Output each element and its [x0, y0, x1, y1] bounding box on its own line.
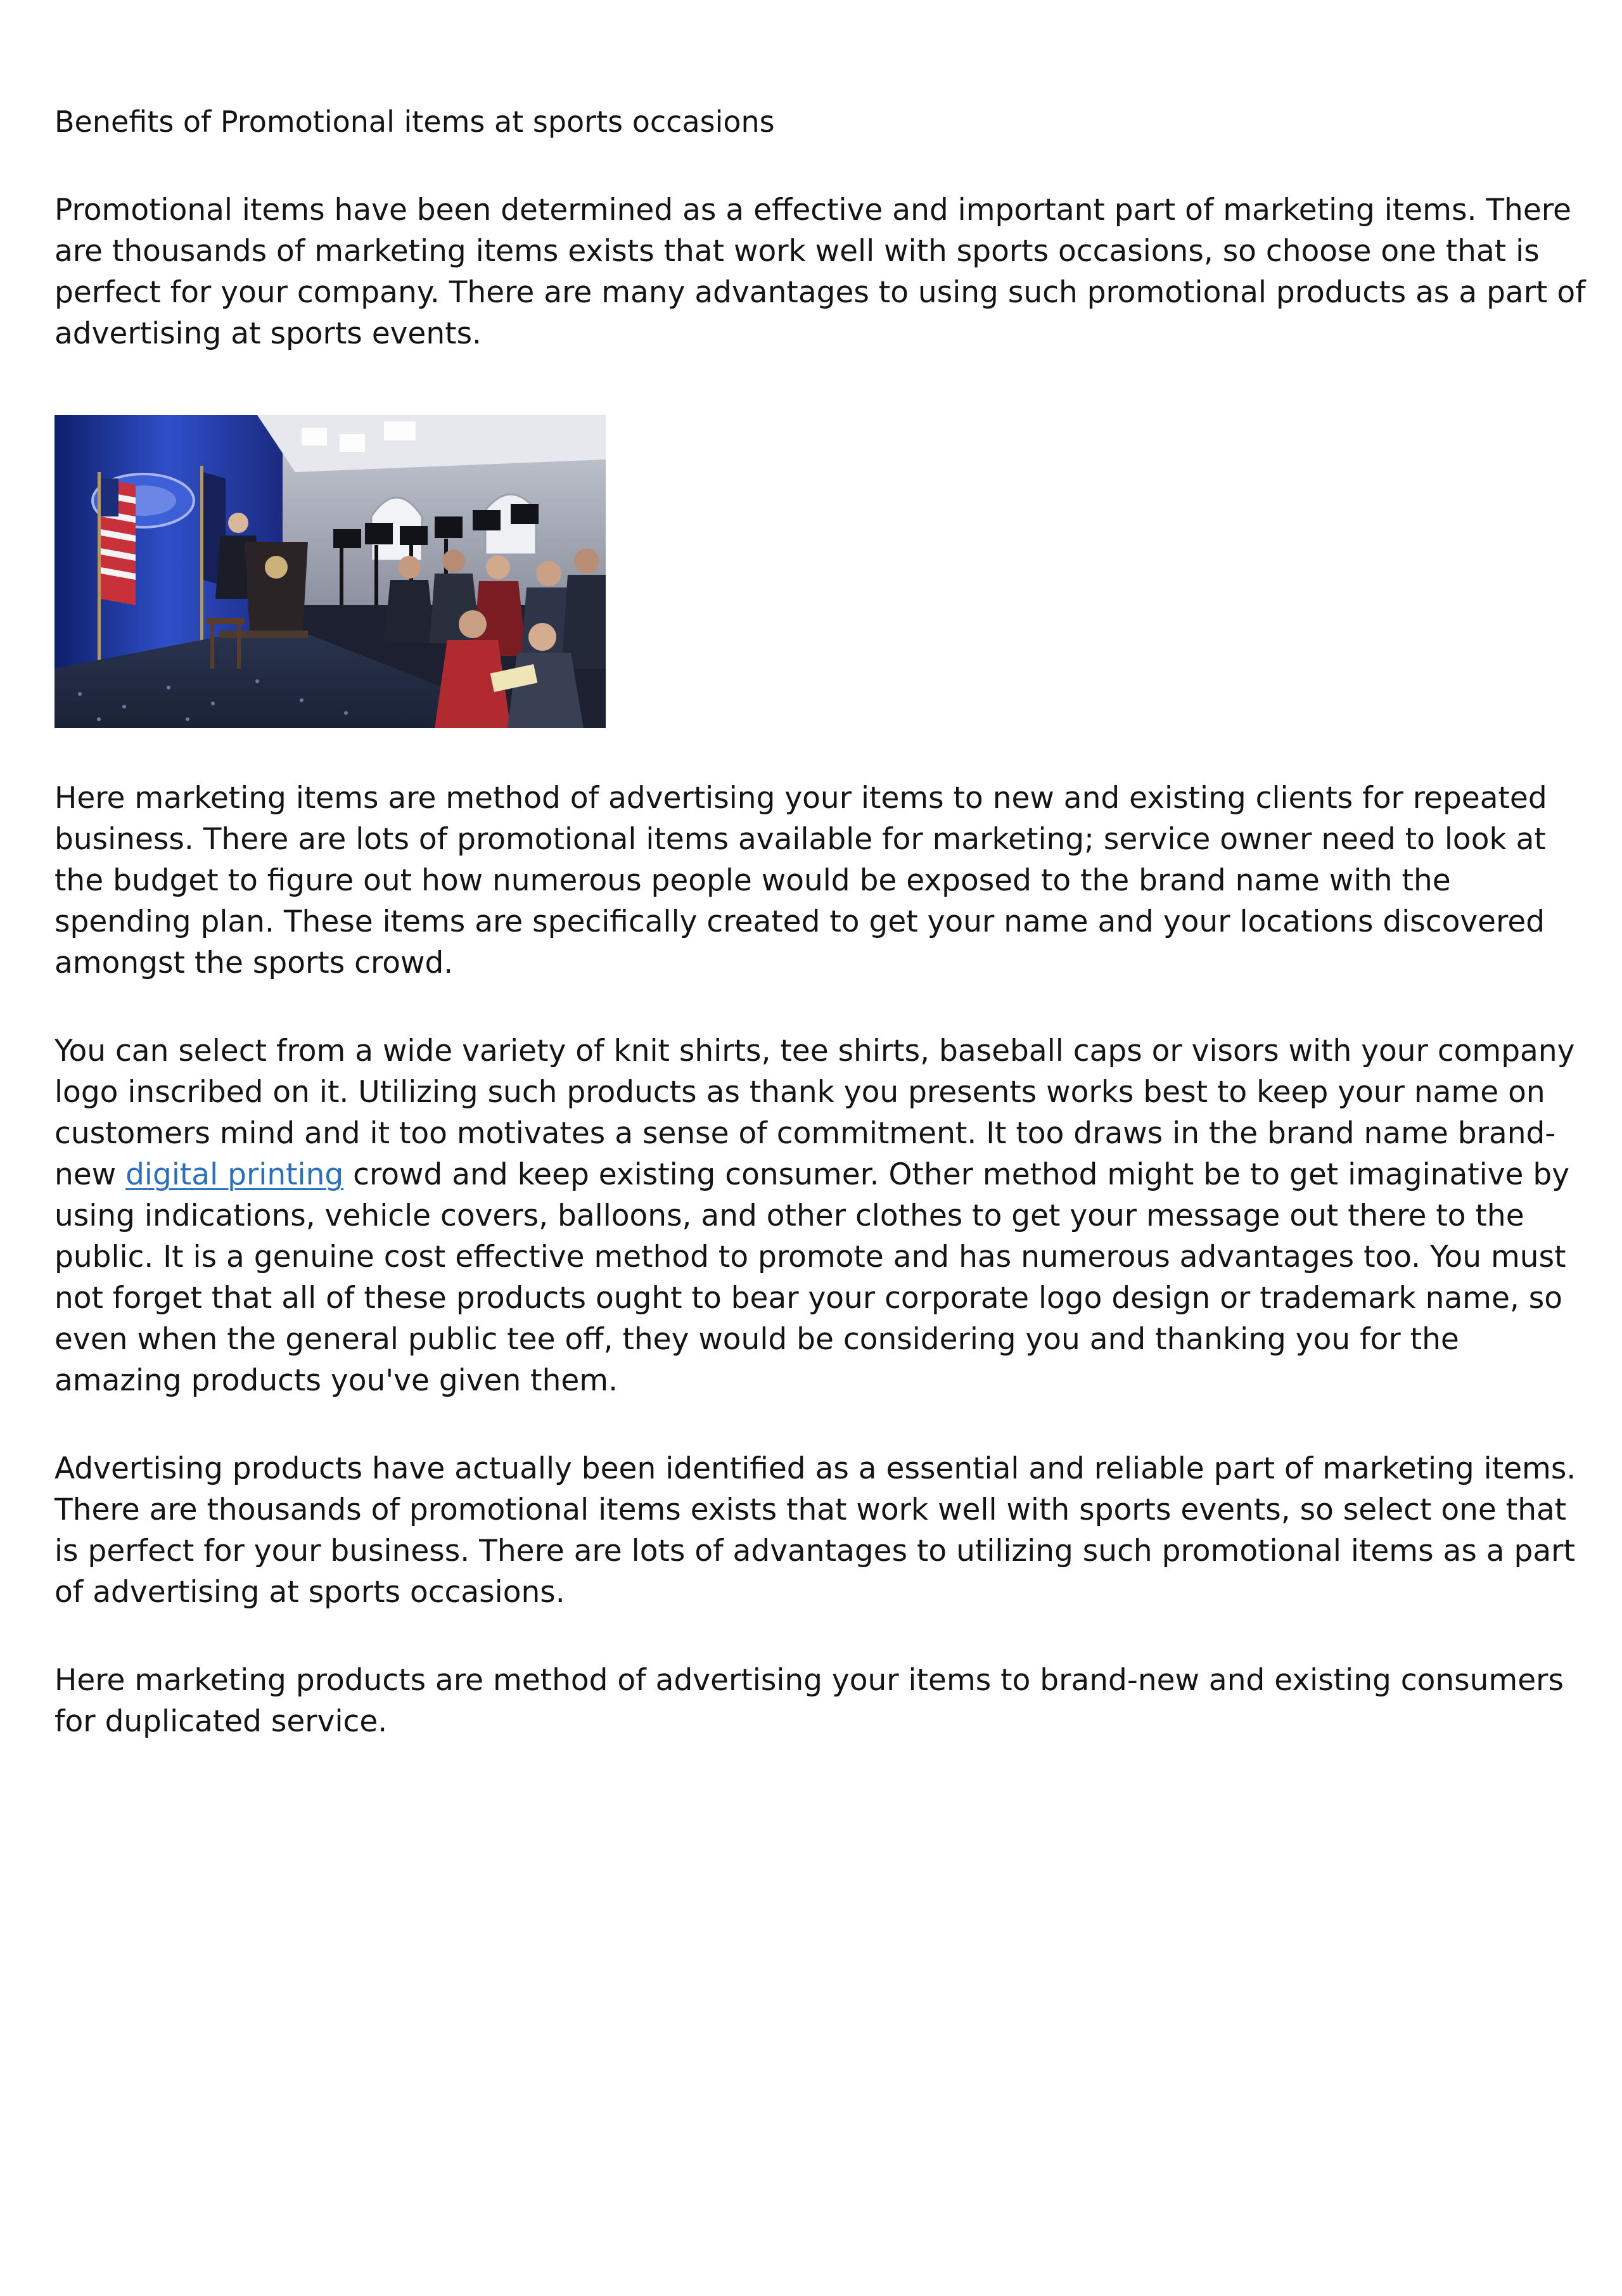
- paragraph-1: Promotional items have been determined as a effective and important part of marketing items. There are thousands of marketing items exists that work well with sports occasions, so choose one that is perfect for your company. There are many advantages to using such promotional products as a part of advertising at sports events.: [54, 193, 1586, 351]
- paragraph-3-text-after-link: crowd and keep existing consumer. Other method might be to get imaginative by using indications, vehicle covers, balloons, and other clothes to get your message out there to the public. It is a genuine cost effective method to promote and has numerous advantages too. You must not forget that all of these products ought to bear your corporate logo design or trademark name, so even when the general public tee off, they would be considering you and thanking you for the amazing products you've given them.: [54, 1157, 1570, 1398]
- paragraph-3: [54, 1030, 1588, 1401]
- press-briefing-photo: [54, 415, 606, 728]
- paragraph-2: Here marketing items are method of advertising your items to new and existing clients for repeated business. There are lots of promotional items available for marketing; service owner need to look at the budget to figure out how numerous people would be exposed to the brand name with the spending plan. These items are specifically created to get your name and your locations discovered amongst the sports crowd.: [54, 781, 1547, 980]
- paragraph-5: Here marketing products are method of advertising your items to brand-new and existing consumers for duplicated service.: [54, 1663, 1564, 1739]
- document-title: Benefits of Promotional items at sports occasions: [54, 105, 775, 139]
- digital-printing-link[interactable]: digital printing: [125, 1157, 344, 1192]
- document-page: [54, 101, 1588, 1742]
- paragraph-4: Advertising products have actually been identified as a essential and reliable part of marketing items. There are thousands of promotional items exists that work well with sports events, so select one that is perfect for your business. There are lots of advantages to utilizing such promotional items as a part of advertising at sports occasions.: [54, 1451, 1576, 1610]
- paragraph-3-text-before-link: You can select from a wide variety of knit shirts, tee shirts, baseball caps or visors with your company logo inscribed on it. Utilizing such products as thank you presents works best to keep your name on customers mind and it too motivates a sense of commitment. It too draws in the brand name brand-new: [54, 1034, 1575, 1192]
